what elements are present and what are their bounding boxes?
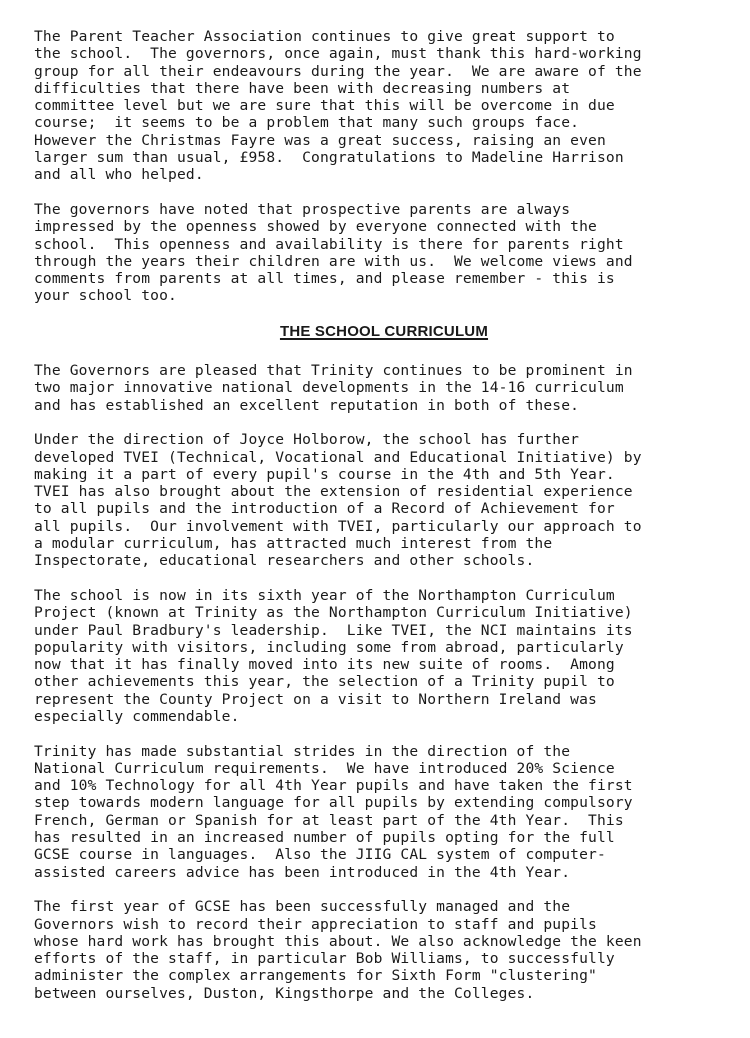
paragraph-openness bbox=[34, 201, 734, 305]
text-line: whose hard work has brought this about. We also acknowledge the keen bbox=[34, 932, 642, 950]
section-heading: THE SCHOOL CURRICULUM bbox=[279, 322, 489, 340]
text-line: making it a part of every pupil's course in the 4th and 5th Year. bbox=[34, 465, 615, 483]
text-line: Governors wish to record their appreciation to staff and pupils bbox=[34, 915, 597, 933]
paragraph-tvei bbox=[34, 431, 734, 569]
text-line: The Parent Teacher Association continues to give great support to bbox=[34, 28, 615, 45]
text-line: popularity with visitors, including some from abroad, particularly bbox=[34, 638, 624, 656]
text-line: has resulted in an increased number of pupils opting for the full bbox=[34, 829, 615, 847]
text-line: your school too. bbox=[34, 287, 177, 305]
text-line: especially commendable. bbox=[34, 707, 240, 725]
text-line: course; it seems to be a problem that many such groups face. bbox=[34, 114, 580, 132]
paragraph-national-curriculum bbox=[34, 743, 734, 881]
text-line: group for all their endeavours during the year. We are aware of the bbox=[34, 62, 642, 80]
paragraph-pta bbox=[34, 28, 734, 184]
text-line: step towards modern language for all pupils by extending compulsory bbox=[34, 794, 633, 812]
text-line: committee level but we are sure that this will be overcome in due bbox=[34, 97, 615, 115]
text-line: administer the complex arrangements for Sixth Form "clustering" bbox=[34, 967, 597, 985]
text-line: to all pupils and the introduction of a Record of Achievement for bbox=[34, 500, 615, 518]
text-line: The school is now in its sixth year of the Northampton Curriculum bbox=[34, 586, 615, 604]
text-line: The governors have noted that prospective parents are always bbox=[34, 200, 571, 218]
text-line: TVEI has also brought about the extension of residential experience bbox=[34, 483, 633, 501]
text-line: a modular curriculum, has attracted much interest from the bbox=[34, 535, 553, 553]
text-line: under Paul Bradbury's leadership. Like TVEI, the NCI maintains its bbox=[34, 621, 633, 639]
text-line: Trinity has made substantial strides in the direction of the bbox=[34, 742, 571, 760]
text-line: Project (known at Trinity as the Northampton Curriculum Initiative) bbox=[34, 604, 633, 622]
text-line: efforts of the staff, in particular Bob Williams, to successfully bbox=[34, 950, 615, 968]
text-line: and has established an excellent reputation in both of these. bbox=[34, 396, 580, 414]
text-line: and 10% Technology for all 4th Year pupils and have taken the first bbox=[34, 777, 633, 795]
text-line: The Governors are pleased that Trinity continues to be prominent in bbox=[34, 362, 633, 380]
text-line: developed TVEI (Technical, Vocational and Educational Initiative) by bbox=[34, 448, 642, 466]
text-line: school. This openness and availability is there for parents right bbox=[34, 235, 624, 253]
text-line: the school. The governors, once again, must thank this hard-working bbox=[34, 45, 642, 63]
text-line: assisted careers advice has been introduced in the 4th Year. bbox=[34, 863, 571, 881]
text-line: represent the County Project on a visit to Northern Ireland was bbox=[34, 690, 597, 708]
text-line: Under the direction of Joyce Holborow, the school has further bbox=[34, 431, 580, 449]
text-line: through the years their children are with us. We welcome views and bbox=[34, 252, 633, 270]
text-line: The first year of GCSE has been successfully managed and the bbox=[34, 898, 571, 916]
text-line: comments from parents at all times, and please remember - this is bbox=[34, 270, 615, 288]
text-line: two major innovative national developments in the 14-16 curriculum bbox=[34, 379, 624, 397]
text-line: French, German or Spanish for at least part of the 4th Year. This bbox=[34, 811, 624, 829]
paragraph-governors-pleased bbox=[34, 362, 734, 414]
text-line: impressed by the openness showed by everyone connected with the bbox=[34, 218, 597, 236]
text-line: GCSE course in languages. Also the JIIG CAL system of computer- bbox=[34, 846, 606, 864]
text-line: now that it has finally moved into its new suite of rooms. Among bbox=[34, 656, 615, 674]
text-line: difficulties that there have been with decreasing numbers at bbox=[34, 79, 571, 97]
text-line: all pupils. Our involvement with TVEI, particularly our approach to bbox=[34, 517, 642, 535]
text-line: other achievements this year, the selection of a Trinity pupil to bbox=[34, 673, 615, 691]
paragraph-gcse bbox=[34, 898, 734, 1002]
text-line: However the Christmas Fayre was a great success, raising an even bbox=[34, 131, 606, 149]
text-line: Inspectorate, educational researchers and other schools. bbox=[34, 552, 535, 570]
paragraph-northampton bbox=[34, 587, 734, 725]
text-line: and all who helped. bbox=[34, 166, 204, 184]
text-line: larger sum than usual, £958. Congratulations to Madeline Harrison bbox=[34, 149, 624, 167]
text-line: National Curriculum requirements. We have introduced 20% Science bbox=[34, 759, 615, 777]
document-page bbox=[34, 28, 734, 1019]
text-line: between ourselves, Duston, Kingsthorpe and the Colleges. bbox=[34, 984, 535, 1002]
